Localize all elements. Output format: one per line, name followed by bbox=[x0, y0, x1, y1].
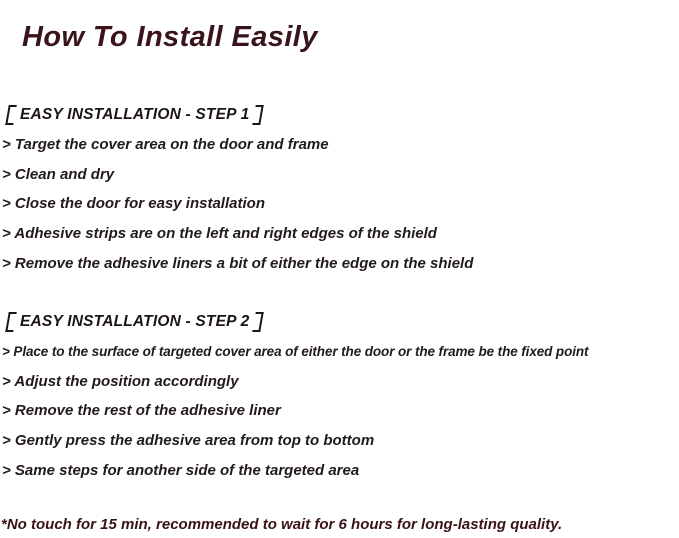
section-step2-header bbox=[0, 307, 679, 337]
bullet-item: > Place to the surface of targeted cover area of either the door or the frame be the fixed point bbox=[2, 344, 589, 360]
bracket-open-icon bbox=[5, 105, 17, 125]
bullet-item: > Remove the adhesive liners a bit of either the edge on the shield bbox=[2, 254, 474, 272]
section-step2-header-label: EASY INSTALLATION - STEP 2 bbox=[20, 313, 250, 330]
bullet-item: > Remove the rest of the adhesive liner bbox=[2, 402, 281, 420]
bullet-item: > Same steps for another side of the targeted area bbox=[2, 461, 360, 479]
section-step1-header bbox=[0, 100, 679, 130]
step1-bullet-list bbox=[0, 130, 679, 278]
bullet-item: > Clean and dry bbox=[2, 165, 115, 183]
bullet-item: > Adhesive strips are on the left and right edges of the shield bbox=[2, 225, 437, 243]
bullet-item: > Adjust the position accordingly bbox=[2, 372, 239, 390]
bracket-open-icon bbox=[5, 312, 17, 332]
bullet-item: > Close the door for easy installation bbox=[2, 195, 265, 213]
page-title: How To Install Easily bbox=[22, 21, 318, 54]
bracket-close-icon bbox=[253, 312, 265, 332]
bullet-item: > Target the cover area on the door and frame bbox=[2, 136, 329, 154]
bullet-item: > Gently press the adhesive area from top to bottom bbox=[2, 432, 375, 450]
section-step1 bbox=[0, 100, 679, 278]
section-step1-header-label: EASY INSTALLATION - STEP 1 bbox=[20, 106, 250, 123]
bracket-close-icon bbox=[253, 105, 265, 125]
section-step2 bbox=[0, 307, 679, 485]
step2-bullet-list bbox=[0, 337, 679, 485]
footer-note: *No touch for 15 min, recommended to wait for 6 hours for long-lasting quality. bbox=[1, 516, 563, 533]
